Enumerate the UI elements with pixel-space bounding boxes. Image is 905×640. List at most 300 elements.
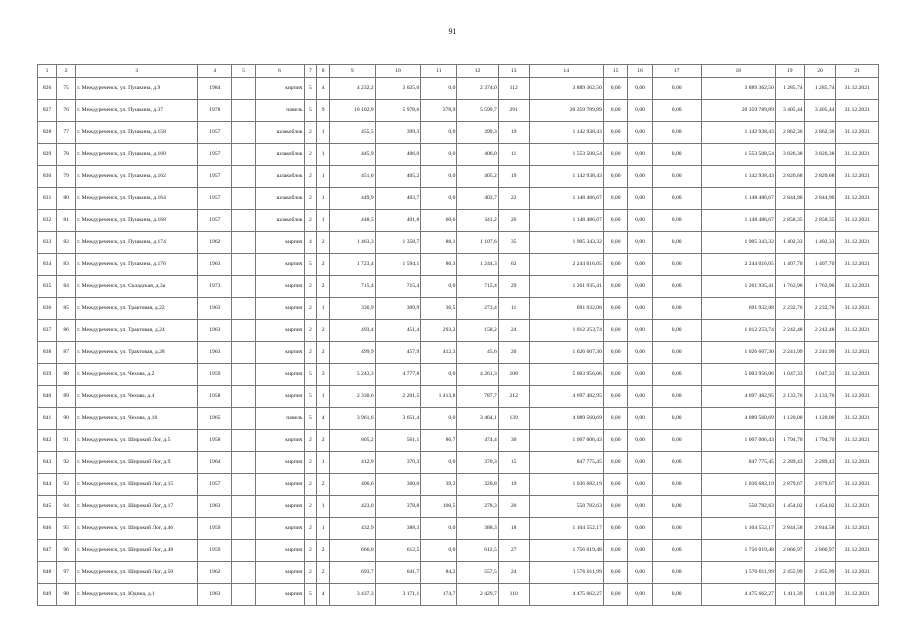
cell-residents: 24 <box>498 320 529 342</box>
cell-row-number: 98 <box>57 584 76 606</box>
cell-wall-material: шлакоблок <box>255 122 304 144</box>
cell-total-cost: 4 697 482,95 <box>529 386 603 408</box>
column-header: 2 <box>57 65 76 78</box>
cell-total-cost: 2 244 016,05 <box>529 254 603 276</box>
cell-cost-per-sqm: 2 844,90 <box>775 188 804 210</box>
cell-other-cost: 0,00 <box>652 452 701 474</box>
table-row <box>38 342 879 364</box>
cell-fund-cost: 0,00 <box>603 78 627 100</box>
cell-total-cost: 5 003 956,06 <box>529 364 603 386</box>
cell-floors: 4 <box>304 232 317 254</box>
cell-entrances: 2 <box>317 540 330 562</box>
cell-max-cost-per-sqm: 3 405,44 <box>804 100 836 122</box>
cell-year-built: 1978 <box>198 100 232 122</box>
cell-year-built: 1959 <box>198 364 232 386</box>
cell-reserved <box>232 540 255 562</box>
cell-total-area: 412,9 <box>329 452 375 474</box>
cell-row-index: 842 <box>38 430 57 452</box>
cell-reserved <box>232 430 255 452</box>
cell-deadline: 31.12.2021 <box>836 386 879 408</box>
table-row <box>38 276 879 298</box>
cell-reserved <box>232 386 255 408</box>
cell-owner-cost: 20 359 789,89 <box>701 100 775 122</box>
cell-total-cost: 1 148 486,67 <box>529 210 603 232</box>
cell-private-area: 715,4 <box>457 276 498 298</box>
cell-total-area: 5 243,3 <box>329 364 375 386</box>
cell-budget-cost: 0,00 <box>628 474 652 496</box>
cell-residential-area: 401,8 <box>375 210 421 232</box>
cell-address: г. Междуреченск, ул. Чехова, д.2 <box>76 364 198 386</box>
cell-budget-cost: 0,00 <box>628 276 652 298</box>
table-row <box>38 78 879 100</box>
cell-wall-material: кирпич <box>255 320 304 342</box>
cell-row-number: 90 <box>57 408 76 430</box>
cell-residents: 139 <box>498 408 529 430</box>
cell-total-cost: 550 782,63 <box>529 496 603 518</box>
cell-budget-cost: 0,00 <box>628 562 652 584</box>
cell-residential-area: 399,3 <box>375 122 421 144</box>
cell-entrances: 1 <box>317 166 330 188</box>
cell-max-cost-per-sqm: 2 866,97 <box>804 540 836 562</box>
cell-floors: 2 <box>304 452 317 474</box>
cell-row-number: 85 <box>57 298 76 320</box>
cell-row-index: 846 <box>38 518 57 540</box>
cell-deadline: 31.12.2021 <box>836 562 879 584</box>
cell-deadline: 31.12.2021 <box>836 474 879 496</box>
column-header: 15 <box>603 65 627 78</box>
cell-residents: 15 <box>498 452 529 474</box>
cell-deadline: 31.12.2021 <box>836 188 879 210</box>
cell-total-cost: 1 576 011,99 <box>529 562 603 584</box>
cell-row-index: 831 <box>38 188 57 210</box>
cell-deadline: 31.12.2021 <box>836 584 879 606</box>
cell-wall-material: панель <box>255 100 304 122</box>
cell-residential-area: 360,0 <box>375 474 421 496</box>
cell-private-area: 45,6 <box>457 342 498 364</box>
cell-floors: 2 <box>304 342 317 364</box>
cell-cost-per-sqm: 2 241,99 <box>775 342 804 364</box>
column-header: 10 <box>375 65 421 78</box>
cell-wall-material: кирпич <box>255 342 304 364</box>
cell-budget-cost: 0,00 <box>628 518 652 540</box>
cell-reserved <box>232 188 255 210</box>
cell-deadline: 31.12.2021 <box>836 364 879 386</box>
cell-total-area: 451,0 <box>329 166 375 188</box>
cell-total-cost: 1 261 935,41 <box>529 276 603 298</box>
cell-municipal-area: 39,2 <box>421 474 457 496</box>
cell-entrances: 9 <box>317 100 330 122</box>
table-row <box>38 386 879 408</box>
cell-private-area: 405,2 <box>457 166 498 188</box>
cell-private-area: 273,4 <box>457 298 498 320</box>
cell-entrances: 4 <box>317 408 330 430</box>
cell-cost-per-sqm: 2 862,36 <box>775 122 804 144</box>
cell-fund-cost: 0,00 <box>603 320 627 342</box>
column-header: 3 <box>76 65 198 78</box>
cell-private-area: 320,8 <box>457 474 498 496</box>
cell-total-area: 10 102,9 <box>329 100 375 122</box>
cell-address: г. Междуреченск, ул. Юдина, д.1 <box>76 584 198 606</box>
cell-residential-area: 561,1 <box>375 430 421 452</box>
cell-fund-cost: 0,00 <box>603 452 627 474</box>
cell-row-index: 836 <box>38 298 57 320</box>
cell-total-area: 455,5 <box>329 122 375 144</box>
column-header: 17 <box>652 65 701 78</box>
cell-municipal-area: 0,0 <box>421 276 457 298</box>
cell-reserved <box>232 408 255 430</box>
column-number-row <box>38 65 879 78</box>
cell-total-area: 499,9 <box>329 342 375 364</box>
cell-row-number: 82 <box>57 232 76 254</box>
cell-private-area: 787,7 <box>457 386 498 408</box>
cell-fund-cost: 0,00 <box>603 408 627 430</box>
table-row <box>38 474 879 496</box>
cell-row-number: 81 <box>57 210 76 232</box>
cell-row-number: 93 <box>57 474 76 496</box>
cell-cost-per-sqm: 1 407,70 <box>775 254 804 276</box>
cell-total-cost: 4 089 560,69 <box>529 408 603 430</box>
cell-max-cost-per-sqm: 2 232,76 <box>804 298 836 320</box>
cell-cost-per-sqm: 3 405,44 <box>775 100 804 122</box>
cell-entrances: 1 <box>317 144 330 166</box>
cell-address: г. Междуреченск, ул. Широкий Лог, д.15 <box>76 474 198 496</box>
cell-budget-cost: 0,00 <box>628 496 652 518</box>
cell-year-built: 1962 <box>198 232 232 254</box>
cell-other-cost: 0,00 <box>652 78 701 100</box>
cell-total-area: 1 723,4 <box>329 254 375 276</box>
cell-wall-material: кирпич <box>255 386 304 408</box>
cell-residential-area: 457,9 <box>375 342 421 364</box>
cell-row-number: 78 <box>57 144 76 166</box>
cell-max-cost-per-sqm: 2 820,68 <box>804 166 836 188</box>
cell-max-cost-per-sqm: 1 411,39 <box>804 584 836 606</box>
cell-residents: 22 <box>498 188 529 210</box>
cell-owner-cost: 2 244 016,05 <box>701 254 775 276</box>
cell-private-area: 2 374,0 <box>457 78 498 100</box>
table-row <box>38 298 879 320</box>
cell-fund-cost: 0,00 <box>603 188 627 210</box>
cell-owner-cost: 1 007 006,43 <box>701 430 775 452</box>
cell-fund-cost: 0,00 <box>603 584 627 606</box>
cell-other-cost: 0,00 <box>652 276 701 298</box>
cell-total-cost: 1 007 006,43 <box>529 430 603 452</box>
cell-fund-cost: 0,00 <box>603 100 627 122</box>
cell-private-area: 370,3 <box>457 452 498 474</box>
cell-budget-cost: 0,00 <box>628 78 652 100</box>
cell-reserved <box>232 364 255 386</box>
cell-year-built: 1958 <box>198 386 232 408</box>
cell-entrances: 1 <box>317 518 330 540</box>
cell-reserved <box>232 518 255 540</box>
cell-address: г. Междуреченск, ул. Пушкина, д.162 <box>76 166 198 188</box>
cell-residents: 29 <box>498 276 529 298</box>
cell-year-built: 1964 <box>198 452 232 474</box>
table-row <box>38 562 879 584</box>
cell-municipal-area: 0,0 <box>421 452 457 474</box>
cell-row-index: 826 <box>38 78 57 100</box>
cell-row-number: 83 <box>57 254 76 276</box>
cell-deadline: 31.12.2021 <box>836 254 879 276</box>
cell-address: г. Междуреченск, ул. Пушкина, д.164 <box>76 188 198 210</box>
cell-budget-cost: 0,00 <box>628 430 652 452</box>
cell-owner-cost: 4 475 662,27 <box>701 584 775 606</box>
cell-row-index: 840 <box>38 386 57 408</box>
cell-row-index: 827 <box>38 100 57 122</box>
cell-max-cost-per-sqm: 1 402,33 <box>804 232 836 254</box>
cell-deadline: 31.12.2021 <box>836 122 879 144</box>
cell-row-index: 829 <box>38 144 57 166</box>
cell-owner-cost: 1 142 938,43 <box>701 122 775 144</box>
cell-budget-cost: 0,00 <box>628 386 652 408</box>
cell-other-cost: 0,00 <box>652 166 701 188</box>
cell-year-built: 1962 <box>198 562 232 584</box>
cell-max-cost-per-sqm: 2 879,67 <box>804 474 836 496</box>
cell-row-number: 80 <box>57 188 76 210</box>
cell-floors: 5 <box>304 584 317 606</box>
cell-entrances: 2 <box>317 254 330 276</box>
cell-row-index: 844 <box>38 474 57 496</box>
cell-fund-cost: 0,00 <box>603 386 627 408</box>
cell-floors: 2 <box>304 188 317 210</box>
cell-wall-material: шлакоблок <box>255 188 304 210</box>
cell-total-area: 449,9 <box>329 188 375 210</box>
cell-reserved <box>232 584 255 606</box>
cell-reserved <box>232 496 255 518</box>
cell-row-number: 96 <box>57 540 76 562</box>
cell-total-cost: 1 026 607,30 <box>529 342 603 364</box>
cell-year-built: 1957 <box>198 166 232 188</box>
cell-municipal-area: 378,9 <box>421 100 457 122</box>
cell-owner-cost: 1 261 935,41 <box>701 276 775 298</box>
cell-reserved <box>232 474 255 496</box>
cell-deadline: 31.12.2021 <box>836 342 879 364</box>
cell-fund-cost: 0,00 <box>603 122 627 144</box>
cell-wall-material: кирпич <box>255 496 304 518</box>
cell-municipal-area: 0,0 <box>421 122 457 144</box>
cell-municipal-area: 174,7 <box>421 584 457 606</box>
cell-year-built: 1957 <box>198 210 232 232</box>
cell-cost-per-sqm: 1 794,70 <box>775 430 804 452</box>
cell-max-cost-per-sqm: 2 844,90 <box>804 188 836 210</box>
cell-deadline: 31.12.2021 <box>836 144 879 166</box>
cell-row-index: 847 <box>38 540 57 562</box>
cell-budget-cost: 0,00 <box>628 452 652 474</box>
cell-fund-cost: 0,00 <box>603 430 627 452</box>
cell-deadline: 31.12.2021 <box>836 232 879 254</box>
cell-max-cost-per-sqm: 2 455,99 <box>804 562 836 584</box>
cell-year-built: 1958 <box>198 430 232 452</box>
cell-max-cost-per-sqm: 2 242,48 <box>804 320 836 342</box>
cell-row-index: 841 <box>38 408 57 430</box>
cell-reserved <box>232 122 255 144</box>
cell-row-index: 838 <box>38 342 57 364</box>
cell-reserved <box>232 276 255 298</box>
cell-row-index: 848 <box>38 562 57 584</box>
cell-cost-per-sqm: 2 133,76 <box>775 386 804 408</box>
cell-residential-area: 1 358,7 <box>375 232 421 254</box>
cell-deadline: 31.12.2021 <box>836 320 879 342</box>
cell-total-area: 432,9 <box>329 518 375 540</box>
cell-residents: 112 <box>498 78 529 100</box>
cell-address: г. Междуреченск, ул. Широкий Лог, д.5 <box>76 430 198 452</box>
cell-owner-cost: 1 905 343,32 <box>701 232 775 254</box>
cell-owner-cost: 550 782,63 <box>701 496 775 518</box>
cell-reserved <box>232 100 255 122</box>
cell-total-cost: 1 104 552,17 <box>529 518 603 540</box>
cell-fund-cost: 0,00 <box>603 540 627 562</box>
cell-entrances: 1 <box>317 188 330 210</box>
cell-budget-cost: 0,00 <box>628 100 652 122</box>
cell-municipal-area: 0,0 <box>421 188 457 210</box>
cell-other-cost: 0,00 <box>652 210 701 232</box>
cell-owner-cost: 3 889 362,50 <box>701 78 775 100</box>
cell-entrances: 2 <box>317 342 330 364</box>
table-row <box>38 584 879 606</box>
cell-residents: 19 <box>498 166 529 188</box>
cell-year-built: 1957 <box>198 144 232 166</box>
column-header: 16 <box>628 65 652 78</box>
cell-total-cost: 1 905 343,32 <box>529 232 603 254</box>
cell-row-number: 91 <box>57 430 76 452</box>
cell-other-cost: 0,00 <box>652 100 701 122</box>
cell-row-index: 834 <box>38 254 57 276</box>
cell-entrances: 4 <box>317 584 330 606</box>
cell-row-index: 843 <box>38 452 57 474</box>
cell-max-cost-per-sqm: 1 120,00 <box>804 408 836 430</box>
cell-total-area: 4 232,2 <box>329 78 375 100</box>
cell-wall-material: кирпич <box>255 276 304 298</box>
cell-cost-per-sqm: 1 411,39 <box>775 584 804 606</box>
cell-max-cost-per-sqm: 1 047,33 <box>804 364 836 386</box>
cell-address: г. Междуреченск, ул. Пушкина, д.176 <box>76 254 198 276</box>
cell-total-cost: 1 756 019,48 <box>529 540 603 562</box>
cell-max-cost-per-sqm: 2 241,99 <box>804 342 836 364</box>
cell-total-cost: 3 889 362,50 <box>529 78 603 100</box>
table-row <box>38 518 879 540</box>
cell-wall-material: кирпич <box>255 232 304 254</box>
cell-total-area: 445,9 <box>329 144 375 166</box>
cell-other-cost: 0,00 <box>652 584 701 606</box>
cell-row-number: 75 <box>57 78 76 100</box>
cell-address: г. Междуреченск, ул. Трактовая, д.24 <box>76 320 198 342</box>
cell-municipal-area: 84,2 <box>421 562 457 584</box>
cell-residents: 35 <box>498 232 529 254</box>
cell-private-area: 474,4 <box>457 430 498 452</box>
cell-year-built: 1959 <box>198 518 232 540</box>
cell-cost-per-sqm: 1 285,74 <box>775 78 804 100</box>
cell-budget-cost: 0,00 <box>628 540 652 562</box>
cell-residential-area: 388,3 <box>375 518 421 540</box>
column-header: 1 <box>38 65 57 78</box>
cell-residents: 26 <box>498 210 529 232</box>
cell-address: г. Междуреченск, ул. Широкий Лог, д.48 <box>76 540 198 562</box>
cell-floors: 5 <box>304 386 317 408</box>
cell-wall-material: кирпич <box>255 540 304 562</box>
cell-budget-cost: 0,00 <box>628 320 652 342</box>
cell-total-cost: 1 012 253,74 <box>529 320 603 342</box>
cell-row-number: 97 <box>57 562 76 584</box>
cell-total-area: 448,5 <box>329 210 375 232</box>
cell-address: г. Междуреченск, ул. Чехова, д.10 <box>76 408 198 430</box>
cell-address: г. Междуреченск, ул. Пушкина, д.168 <box>76 210 198 232</box>
cell-budget-cost: 0,00 <box>628 408 652 430</box>
cell-row-number: 89 <box>57 386 76 408</box>
cell-other-cost: 0,00 <box>652 474 701 496</box>
cell-entrances: 2 <box>317 276 330 298</box>
cell-reserved <box>232 452 255 474</box>
cell-reserved <box>232 166 255 188</box>
cell-max-cost-per-sqm: 2 858,35 <box>804 210 836 232</box>
cell-floors: 5 <box>304 78 317 100</box>
cell-other-cost: 0,00 <box>652 430 701 452</box>
cell-budget-cost: 0,00 <box>628 166 652 188</box>
cell-fund-cost: 0,00 <box>603 232 627 254</box>
cell-other-cost: 0,00 <box>652 342 701 364</box>
page-number: 91 <box>448 27 457 36</box>
cell-row-index: 828 <box>38 122 57 144</box>
cell-budget-cost: 0,00 <box>628 254 652 276</box>
cell-floors: 2 <box>304 496 317 518</box>
cell-total-cost: 4 475 662,27 <box>529 584 603 606</box>
cell-municipal-area: 0,0 <box>421 78 457 100</box>
cell-row-index: 839 <box>38 364 57 386</box>
cell-year-built: 1963 <box>198 342 232 364</box>
cell-municipal-area: 60,6 <box>421 210 457 232</box>
cell-private-area: 406,0 <box>457 144 498 166</box>
table-row <box>38 188 879 210</box>
cell-owner-cost: 4 697 482,95 <box>701 386 775 408</box>
cell-cost-per-sqm: 1 120,00 <box>775 408 804 430</box>
cell-year-built: 1963 <box>198 320 232 342</box>
cell-residents: 19 <box>498 122 529 144</box>
column-header: 8 <box>317 65 330 78</box>
cell-entrances: 2 <box>317 474 330 496</box>
cell-budget-cost: 0,00 <box>628 232 652 254</box>
cell-address: г. Междуреченск, ул. Чехова, д.4 <box>76 386 198 408</box>
cell-residential-area: 406,0 <box>375 144 421 166</box>
cell-year-built: 1965 <box>198 408 232 430</box>
cell-residents: 11 <box>498 144 529 166</box>
cell-address: г. Междуреченск, ул. Широкий Лог, д.9 <box>76 452 198 474</box>
column-header: 9 <box>329 65 375 78</box>
cell-floors: 2 <box>304 540 317 562</box>
cell-floors: 2 <box>304 474 317 496</box>
cell-budget-cost: 0,00 <box>628 188 652 210</box>
housing-register-table <box>37 64 879 606</box>
cell-total-area: 406,6 <box>329 474 375 496</box>
cell-budget-cost: 0,00 <box>628 144 652 166</box>
cell-wall-material: кирпич <box>255 254 304 276</box>
cell-total-cost: 691 932,08 <box>529 298 603 320</box>
cell-other-cost: 0,00 <box>652 122 701 144</box>
cell-owner-cost: 1 576 011,99 <box>701 562 775 584</box>
cell-max-cost-per-sqm: 3 826,38 <box>804 144 836 166</box>
cell-total-area: 3 961,6 <box>329 408 375 430</box>
cell-address: г. Междуреченск, ул. Широкий Лог, д.46 <box>76 518 198 540</box>
cell-entrances: 1 <box>317 122 330 144</box>
cell-reserved <box>232 342 255 364</box>
cell-floors: 2 <box>304 430 317 452</box>
cell-cost-per-sqm: 2 242,48 <box>775 320 804 342</box>
cell-residents: 24 <box>498 562 529 584</box>
cell-row-index: 833 <box>38 232 57 254</box>
cell-year-built: 1963 <box>198 298 232 320</box>
cell-residents: 30 <box>498 430 529 452</box>
cell-municipal-area: 86,3 <box>421 254 457 276</box>
cell-residential-area: 5 978,6 <box>375 100 421 122</box>
cell-total-cost: 1 036 682,19 <box>529 474 603 496</box>
cell-municipal-area: 86,7 <box>421 430 457 452</box>
